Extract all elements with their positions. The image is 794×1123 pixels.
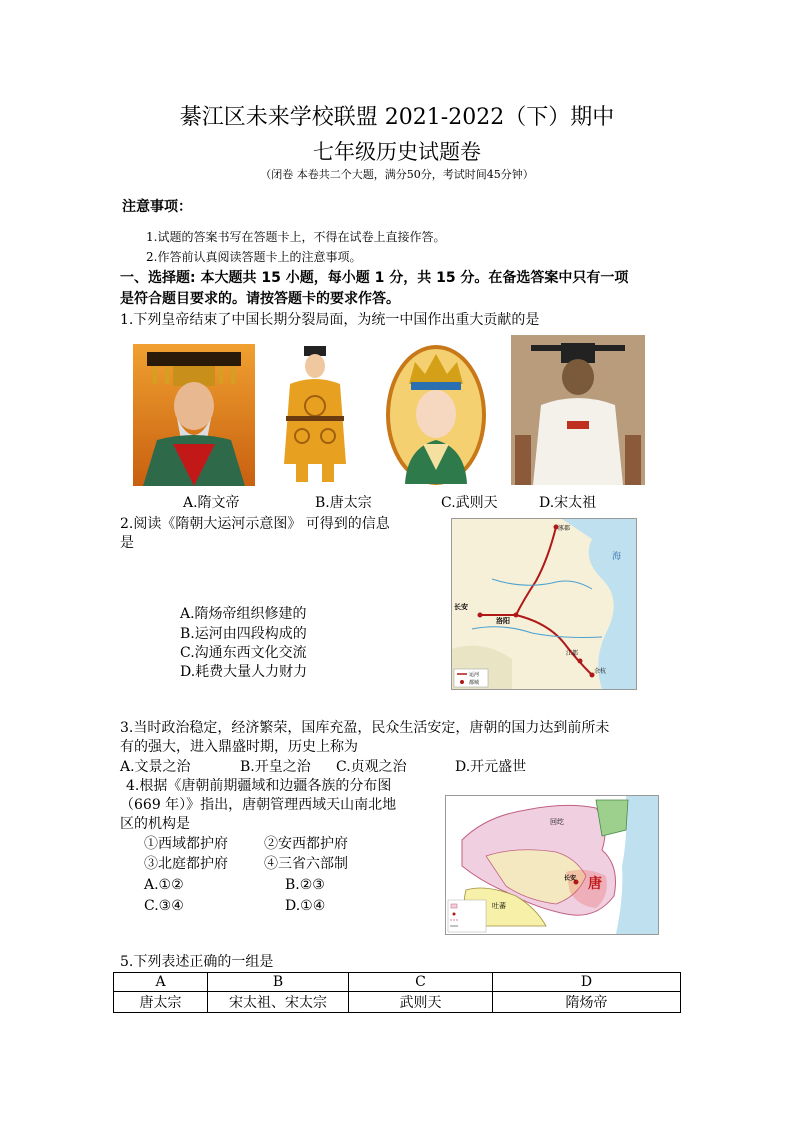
map-label-changan: 长安 (454, 602, 468, 611)
q2-option-d: D.耗费大量人力财力 (180, 664, 308, 680)
q2-option-c: C.沟通东西文化交流 (180, 645, 307, 661)
table-cell-d: 隋炀帝 (493, 992, 681, 1013)
section1-line2: 是符合题目要求的。请按答题卡的要求作答。 (120, 291, 400, 307)
table-header-a: A (114, 973, 208, 992)
q4-option-a: A.①② (144, 877, 184, 893)
q5-answer-table (113, 972, 681, 1013)
q4-item-1: ①西域都护府 (144, 836, 228, 852)
q4-option-b: B.②③ (285, 877, 325, 893)
q3-stem-line1: 3.当时政治稳定，经济繁荣，国库充盈，民众生活安定，唐朝的国力达到前所未 (120, 720, 610, 736)
map-label-changan-tang: 长安 (564, 875, 577, 882)
table-header-b: B (208, 973, 349, 992)
q1-stem: 1.下列皇帝结束了中国长期分裂局面，为统一中国作出重大贡献的是 (120, 312, 540, 328)
q3-option-a: A.文景之治 (120, 759, 191, 775)
q2-stem-line1: 2.阅读《隋朝大运河示意图》 可得到的信息 (120, 516, 390, 532)
q4-stem-line3: 区的机构是 (120, 816, 190, 832)
portrait-song-taizu (511, 335, 645, 485)
section1-line1 (120, 269, 628, 287)
notice-item-2: 2.作答前认真阅读答题卡上的注意事项。 (146, 250, 362, 264)
q4-item-2: ②安西都护府 (264, 836, 348, 852)
portrait-wu-zetian (385, 344, 487, 486)
notice-heading: 注意事项： (122, 199, 192, 215)
table-cell-b: 宋太祖、宋太宗 (208, 992, 349, 1013)
q4-option-d: D.①④ (285, 898, 326, 914)
sui-canal-map (451, 518, 637, 690)
map-label-tubo: 吐蕃 (492, 902, 506, 910)
map-label-luoyang: 洛阳 (496, 616, 510, 625)
map-legend-canal: 运河 (469, 672, 480, 678)
q3-option-c: C.贞观之治 (336, 759, 407, 775)
map-legend-capital: 都城 (469, 680, 480, 686)
q1-option-b: B.唐太宗 (315, 495, 372, 511)
map-label-yuhang: 余杭 (594, 668, 607, 675)
q5-stem: 5.下列表述正确的一组是 (120, 954, 274, 970)
q2-option-b: B.运河由四段构成的 (180, 626, 307, 642)
map-label-sea: 海 (612, 552, 622, 562)
table-row (114, 992, 681, 1013)
q2-option-a: A.隋炀帝组织修建的 (180, 606, 307, 622)
portrait-tang-taizong (272, 344, 358, 486)
q3-option-b: B.开皇之治 (240, 759, 311, 775)
table-header-c: C (349, 973, 493, 992)
map-label-huihe: 回纥 (550, 818, 564, 826)
section1-label: 一、选择题: (120, 270, 201, 286)
exam-note: （闭卷 本卷共二个大题，满分50分，考试时间45分钟） (260, 168, 534, 181)
q3-stem-line2: 有的强大，进入鼎盛时期，历史上称为 (120, 739, 358, 755)
q4-stem-line2: （669 年）》指出，唐朝管理西域天山南北地 (120, 797, 397, 813)
portrait-sui-wendi (133, 344, 255, 486)
q3-option-d: D.开元盛世 (455, 759, 527, 775)
q1-option-a: A.隋文帝 (183, 495, 240, 511)
table-cell-c: 武则天 (349, 992, 493, 1013)
q4-item-3: ③北庭都护府 (144, 856, 228, 872)
map-label-tang: 唐 (588, 876, 602, 892)
notice-item-1: 1.试题的答案书写在答题卡上，不得在试卷上直接作答。 (146, 230, 446, 244)
map-label-zhuo: 涿郡 (558, 525, 571, 532)
q1-option-d: D.宋太祖 (539, 495, 597, 511)
q4-item-4: ④三省六部制 (264, 856, 348, 872)
q2-stem-line2: 是 (120, 535, 134, 551)
section1-rule: 本大题共 15 小题，每小题 1 分，共 15 分。在备选答案中只有一项 (200, 270, 629, 286)
q4-option-c: C.③④ (144, 898, 184, 914)
tang-territory-map (445, 795, 659, 935)
exam-title: 綦江区未来学校联盟 2021-2022（下）期中 (179, 105, 615, 130)
table-header-row (114, 973, 681, 992)
exam-subtitle: 七年级历史试题卷 (313, 140, 481, 164)
table-cell-a: 唐太宗 (114, 992, 208, 1013)
q1-option-c: C.武则天 (441, 495, 498, 511)
table-header-d: D (493, 973, 681, 992)
q4-stem-line1: 4.根据《唐朝前期疆域和边疆各族的分布图 (126, 778, 392, 794)
map-label-jiangdu: 江都 (566, 650, 579, 657)
